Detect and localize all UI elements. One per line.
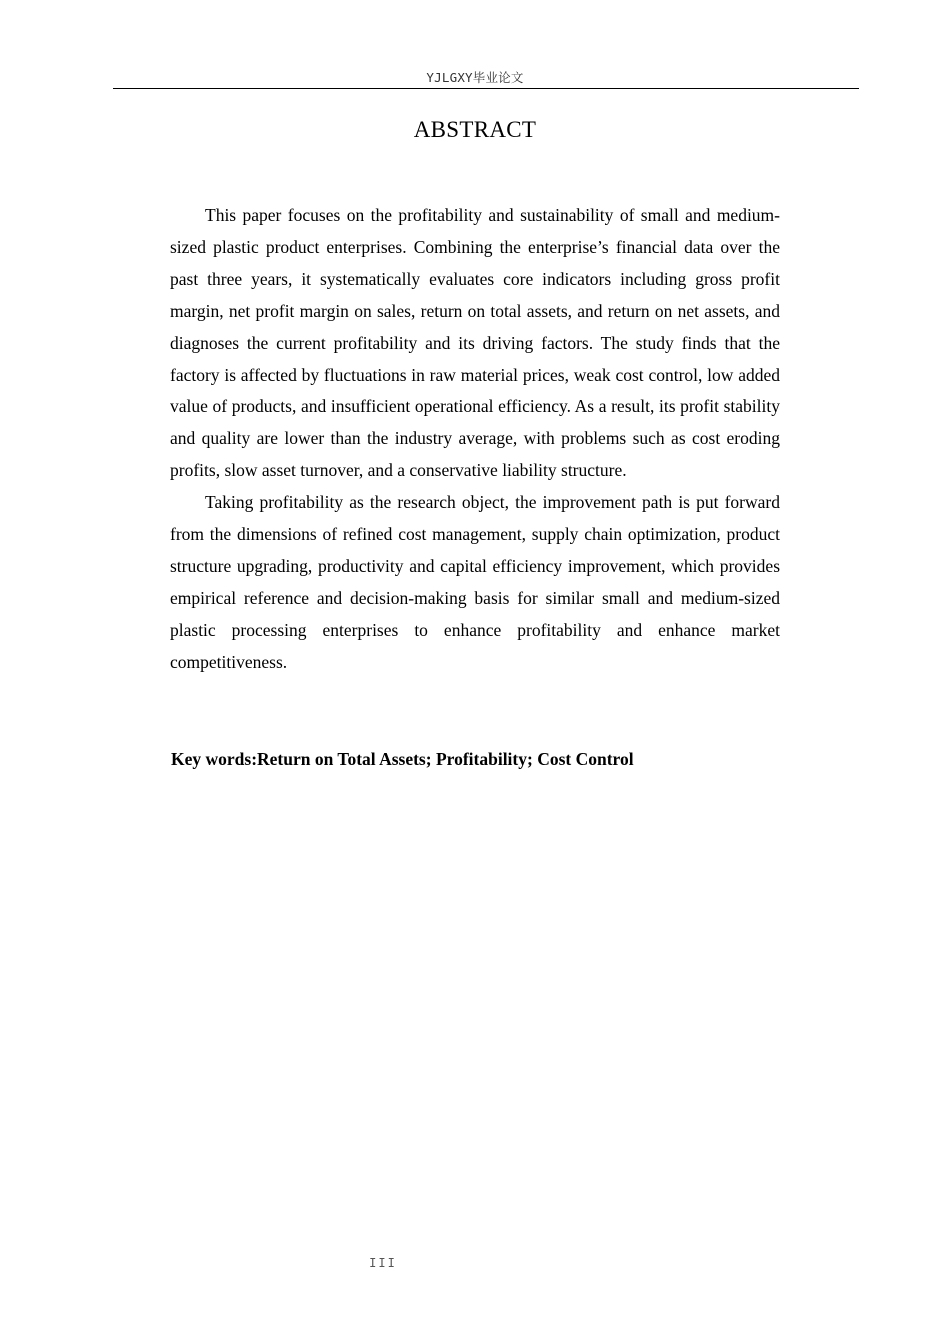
running-header: YJLGXY毕业论文 bbox=[426, 70, 524, 85]
abstract-title: ABSTRACT bbox=[413, 117, 537, 142]
abstract-paragraph-2: Taking profitability as the research object, the improvement path is put forward from the dimensions of refined cost management, supply chain optimization, product structure upgrading, productivity and capital efficiency improvement, which provides empirical reference and decision-making basis for similar small and medium-sized plastic processing enterprises to enhance profitability and enhance market competitiveness. bbox=[170, 492, 780, 672]
abstract-paragraph-1: This paper focuses on the profitability and sustainability of small and medium-sized plastic product enterprises. Combining the enterprise’s financial data over the past three years, it systematically evaluates core indicators including gross profit margin, net profit margin on sales, return on total assets, and return on net assets, and diagnoses the current profitability and its driving factors. The study finds that the factory is affected by fluctuations in raw material prices, weak cost control, low added value of products, and insufficient operational efficiency. As a result, its profit stability and quality are lower than the industry average, with problems such as cost eroding profits, slow asset turnover, and a conservative liability structure. bbox=[170, 205, 780, 481]
abstract-body bbox=[170, 200, 780, 679]
keywords-line: Key words:Return on Total Assets; Profitability; Cost Control bbox=[171, 749, 634, 769]
page-number: III bbox=[369, 1256, 397, 1270]
header-rule bbox=[113, 88, 859, 89]
